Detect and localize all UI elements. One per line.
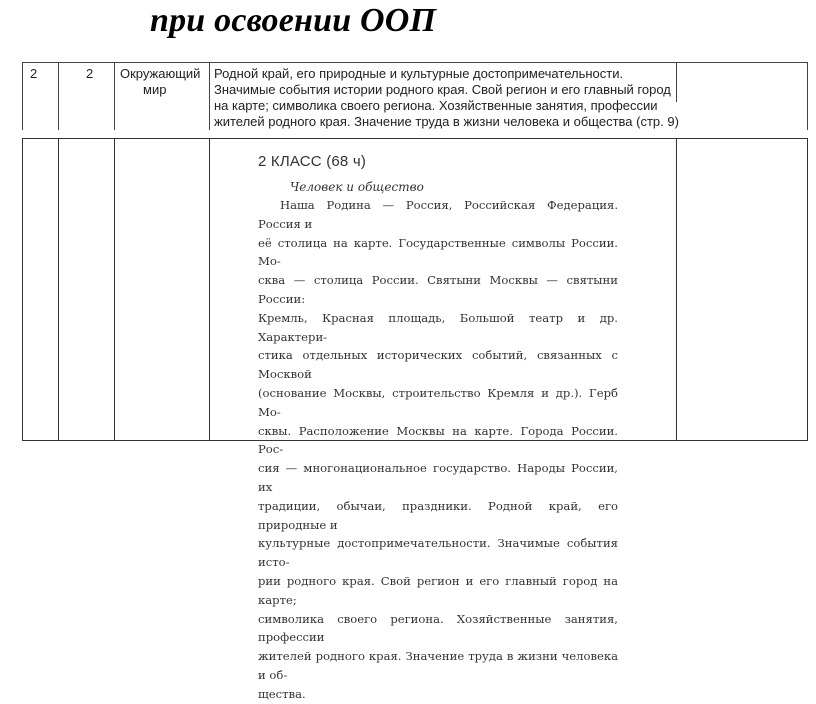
table-border xyxy=(676,138,677,441)
book-line: (основание Москвы, строительство Кремля и др.). Герб Мо- xyxy=(258,385,618,419)
book-body xyxy=(258,196,618,704)
cell-subject-line1: Окружающий xyxy=(120,66,201,81)
cell-content-line: Родной край, его природные и культурные достопримечательности. xyxy=(214,66,624,81)
table-border xyxy=(58,62,59,130)
book-line: сква — столица России. Святыни Москвы — святыни России: xyxy=(258,273,618,306)
book-line: сквы. Расположение Москвы на карте. Города России. Рос- xyxy=(258,423,618,457)
table-border xyxy=(22,138,23,441)
book-line: символика своего региона. Хозяйственные занятия, профессии xyxy=(258,611,618,645)
book-line: жителей родного края. Значение труда в жизни человека и об- xyxy=(258,649,618,682)
book-line: традиции, обычаи, праздники. Родной край, его природные и xyxy=(258,498,618,532)
book-subheading: Человек и общество xyxy=(290,180,424,194)
cell-col2: 2 xyxy=(86,66,94,81)
table-border xyxy=(676,62,677,102)
table-border xyxy=(114,62,115,130)
book-line: сия — многонациональное государство. Народы России, их xyxy=(258,461,618,494)
table-border xyxy=(209,138,210,441)
table-border xyxy=(807,62,808,130)
table-border-top xyxy=(22,138,808,139)
cell-col1: 2 xyxy=(30,66,38,81)
table-border xyxy=(114,138,115,441)
table-border-top xyxy=(22,62,808,63)
page-title: при освоении ООП xyxy=(150,2,437,39)
table-border xyxy=(58,138,59,441)
cell-content-line: жителей родного края. Значение труда в жизни человека и общества (стр. 9) xyxy=(214,114,679,129)
table-border xyxy=(209,62,210,130)
book-line: её столица на карте. Государственные символы России. Мо- xyxy=(258,235,618,269)
cell-content-line: на карте; символика своего региона. Хозяйственные занятия, профессии xyxy=(214,98,658,113)
table-border xyxy=(807,138,808,441)
book-line: рии родного края. Свой регион и его главный город на карте; xyxy=(258,573,618,607)
book-line: культурные достопримечательности. Значимые события исто- xyxy=(258,536,618,570)
book-line: Кремль, Красная площадь, Большой театр и др. Характери- xyxy=(258,310,618,344)
cell-subject-line2: мир xyxy=(143,82,167,97)
table-border xyxy=(22,62,23,130)
book-heading: 2 КЛАСС (68 ч) xyxy=(258,153,367,170)
cell-content-line: Значимые события истории родного края. Свой регион и его главный город xyxy=(214,82,671,97)
book-line: Наша Родина — Россия, Российская Федерация. Россия и xyxy=(258,198,618,231)
book-line: щества. xyxy=(258,686,306,701)
book-line: стика отдельных исторических событий, связанных с Москвой xyxy=(258,348,618,382)
book-excerpt xyxy=(258,153,618,704)
